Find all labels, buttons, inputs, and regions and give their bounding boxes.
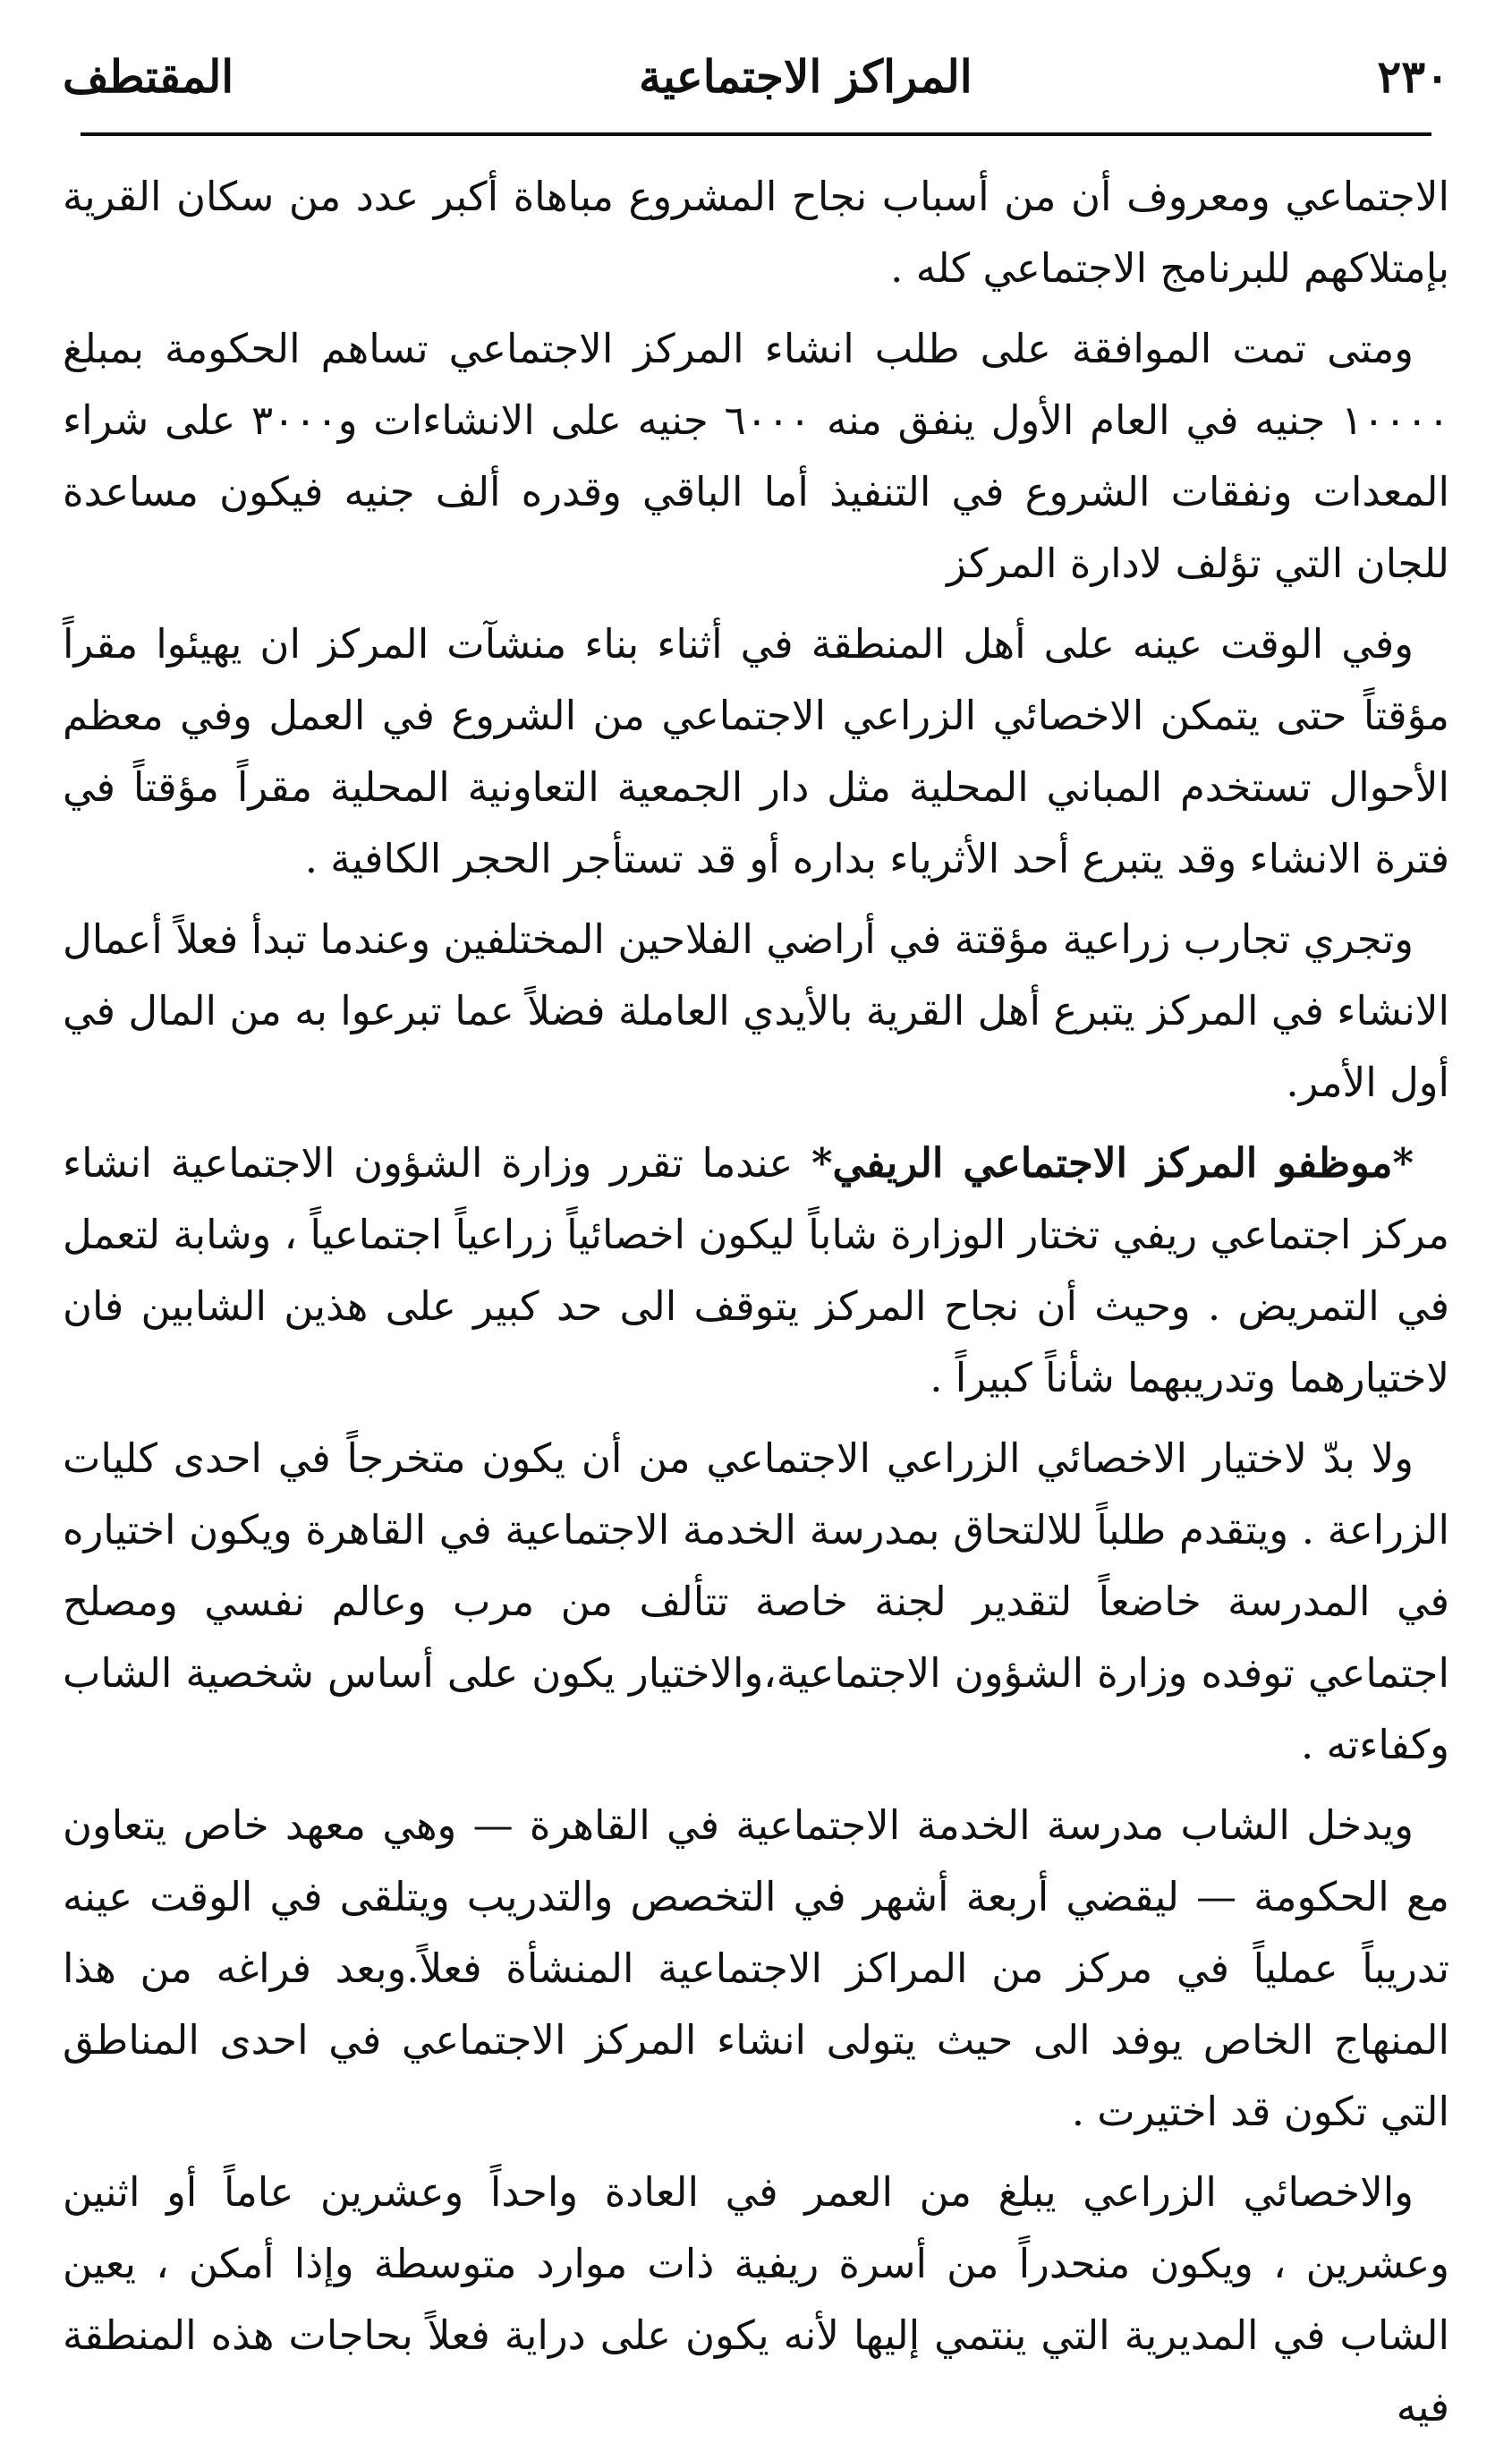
paragraph — [63, 2157, 1449, 2443]
paragraph — [63, 1128, 1449, 1414]
paragraph-text: عندما تقرر وزارة الشؤون الاجتماعية انشاء مركز اجتماعي ريفي تختار الوزارة شاباً ليكون اخصائياً زراعياً اجتماعياً ، وشابة لتعمل في التمريض . وحيث أن نجاح المركز يتوقف الى حد كبير على هذين الشابين فان لاختيارهما وتدريبهما شأناً كبيراً . — [63, 1139, 1449, 1401]
paragraph — [63, 313, 1449, 600]
paragraph-text: وفي الوقت عينه على أهل المنطقة في أثناء بناء منشآت المركز ان يهيئوا مقراً مؤقتاً حتى يتمكن الاخصائي الزراعي الاجتماعي من الشروع في العمل وفي معظم الأحوال تستخدم المباني المحلية مثل دار الجمعية التعاونية المحلية مقراً مؤقتاً في فترة الانشاء وقد يتبرع أحد الأثرياء بداره أو قد تستأجر الحجر الكافية . — [63, 620, 1449, 882]
paragraph — [63, 161, 1449, 304]
asterisk-mark: * — [811, 1139, 833, 1187]
paragraph-text: وتجري تجارب زراعية مؤقتة في أراضي الفلاحين المختلفين وعندما تبدأ فعلاً أعمال الانشاء في المركز يتبرع أهل القرية بالأيدي العاملة فضلاً عما تبرعوا به من المال في أول الأمر. — [63, 915, 1449, 1106]
section-subheading: موظفو المركز الاجتماعي الريفي — [832, 1139, 1393, 1187]
paragraph-text: الاجتماعي ومعروف أن من أسباب نجاح المشروع مباهاة أكبر عدد من سكان القرية بإمتلاكهم للبرنامج الاجتماعي كله . — [63, 173, 1449, 292]
asterisk-mark: * — [1392, 1139, 1414, 1187]
journal-name: المقتطف — [63, 49, 234, 103]
chapter-title: المراكز الاجتماعية — [639, 49, 973, 103]
body-text — [63, 161, 1449, 2443]
paragraph-text: ومتى تمت الموافقة على طلب انشاء المركز الاجتماعي تساهم الحكومة بمبلغ ١٠٠٠٠ جنيه في العام الأول ينفق منه ٦٠٠٠ جنيه على الانشاءات و٣٠٠٠ على شراء المعدات ونفقات الشروع في التنفيذ أما الباقي وقدره ألف جنيه فيكون مساعدة للجان التي تؤلف لادارة المركز — [63, 325, 1449, 587]
page-number: ٢٣٠ — [1377, 49, 1449, 103]
header-rule — [81, 132, 1431, 136]
document-page — [63, 36, 1450, 2430]
page-header — [63, 36, 1449, 116]
paragraph-text: والاخصائي الزراعي يبلغ من العمر في العادة واحداً وعشرين عاماً أو اثنين وعشرين ، ويكون منحدراً من أسرة ريفية ذات موارد متوسطة وإذا أمكن ، يعين الشاب في المديرية التي ينتمي إليها لأنه يكون على دراية فعلاً بحاجات هذه المنطقة فيه — [63, 2168, 1449, 2430]
paragraph-text: ولا بدّ لاختيار الاخصائي الزراعي الاجتماعي من أن يكون متخرجاً في احدى كليات الزراعة . ويتقدم طلباً للالتحاق بمدرسة الخدمة الاجتماعية في القاهرة ويكون اختياره في المدرسة خاضعاً لتقدير لجنة خاصة تتألف من مرب وعالم نفسي ومصلح اجتماعي توفده وزارة الشؤون الاجتماعية،والاختيار يكون على أساس شخصية الشاب وكفاءته . — [63, 1434, 1450, 1768]
paragraph — [63, 1423, 1449, 1781]
paragraph — [63, 904, 1449, 1119]
paragraph-text: ويدخل الشاب مدرسة الخدمة الاجتماعية في القاهرة — وهي معهد خاص يتعاون مع الحكومة — ليقضي أربعة أشهر في التخصص والتدريب ويتلقى في الوقت عينه تدريباً عملياً في مركز من المراكز الاجتماعية المنشأة فعلاً.وبعد فراغه من هذا المنهاج الخاص يوفد الى حيث يتولى انشاء المركز الاجتماعي في احدى المناطق التي تكون قد اختيرت . — [63, 1801, 1449, 2135]
paragraph — [63, 1790, 1449, 2148]
paragraph — [63, 609, 1449, 895]
